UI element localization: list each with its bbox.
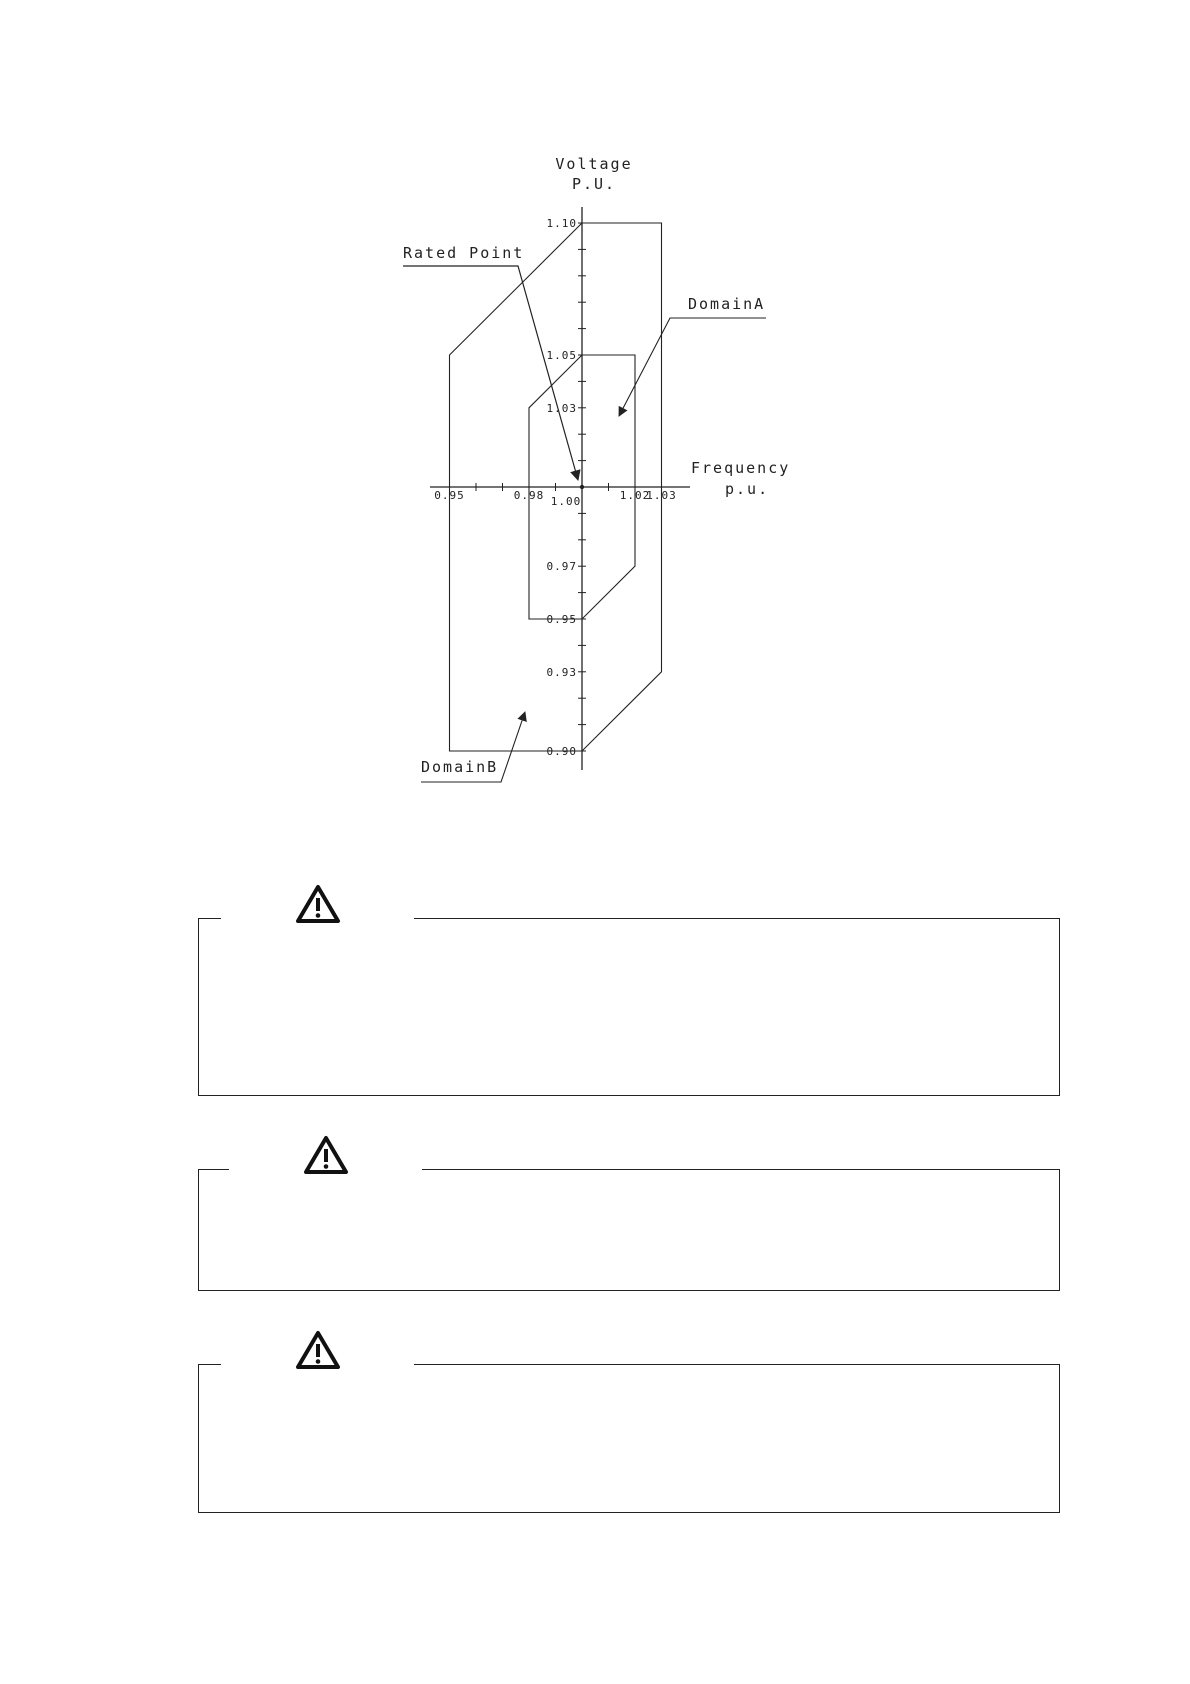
- warning-header-3: [221, 1328, 414, 1372]
- y-axis-title-line2: P.U.: [571, 175, 617, 193]
- warning-header-1: [221, 882, 414, 926]
- rated-point-marker: [580, 485, 584, 489]
- domain-a-label: DomainA: [688, 295, 766, 313]
- y-tick-label: 0.93: [546, 665, 577, 679]
- warning-header-2: [229, 1133, 422, 1177]
- rated-point-leader: [403, 266, 578, 480]
- x-axis-title-line1: Frequency: [691, 459, 791, 477]
- warning-box-2: [198, 1169, 1060, 1291]
- domain-a-leader: [619, 318, 766, 416]
- x-axis-title-line2: p.u.: [725, 480, 770, 498]
- y-axis-title-line1: Voltage: [555, 155, 633, 173]
- x-tick-label: 1.03: [646, 489, 677, 502]
- x-tick-label: 0.95: [434, 489, 465, 502]
- y-tick-label: 0.95: [546, 613, 577, 626]
- rated-point-label: Rated Point: [403, 244, 525, 262]
- x-tick-label: 0.98: [513, 489, 545, 502]
- callouts: [403, 266, 766, 782]
- warning-triangle-icon: [295, 1330, 341, 1370]
- y-tick-label: 1.03: [546, 401, 577, 415]
- domain-b-label: DomainB: [421, 758, 499, 776]
- x-tick-label: 1.02: [619, 489, 651, 502]
- y-tick-label: 1.05: [546, 349, 577, 362]
- voltage-frequency-diagram: [0, 0, 1190, 800]
- x-tick-label: 1.00: [550, 495, 582, 508]
- warning-box-1: [198, 918, 1060, 1096]
- warning-box-3: [198, 1364, 1060, 1513]
- warning-triangle-icon: [303, 1135, 349, 1175]
- y-tick-label: 0.97: [546, 560, 577, 574]
- y-tick-label: 0.90: [546, 745, 577, 758]
- warning-triangle-icon: [295, 884, 341, 924]
- y-tick-label: 1.10: [546, 217, 577, 230]
